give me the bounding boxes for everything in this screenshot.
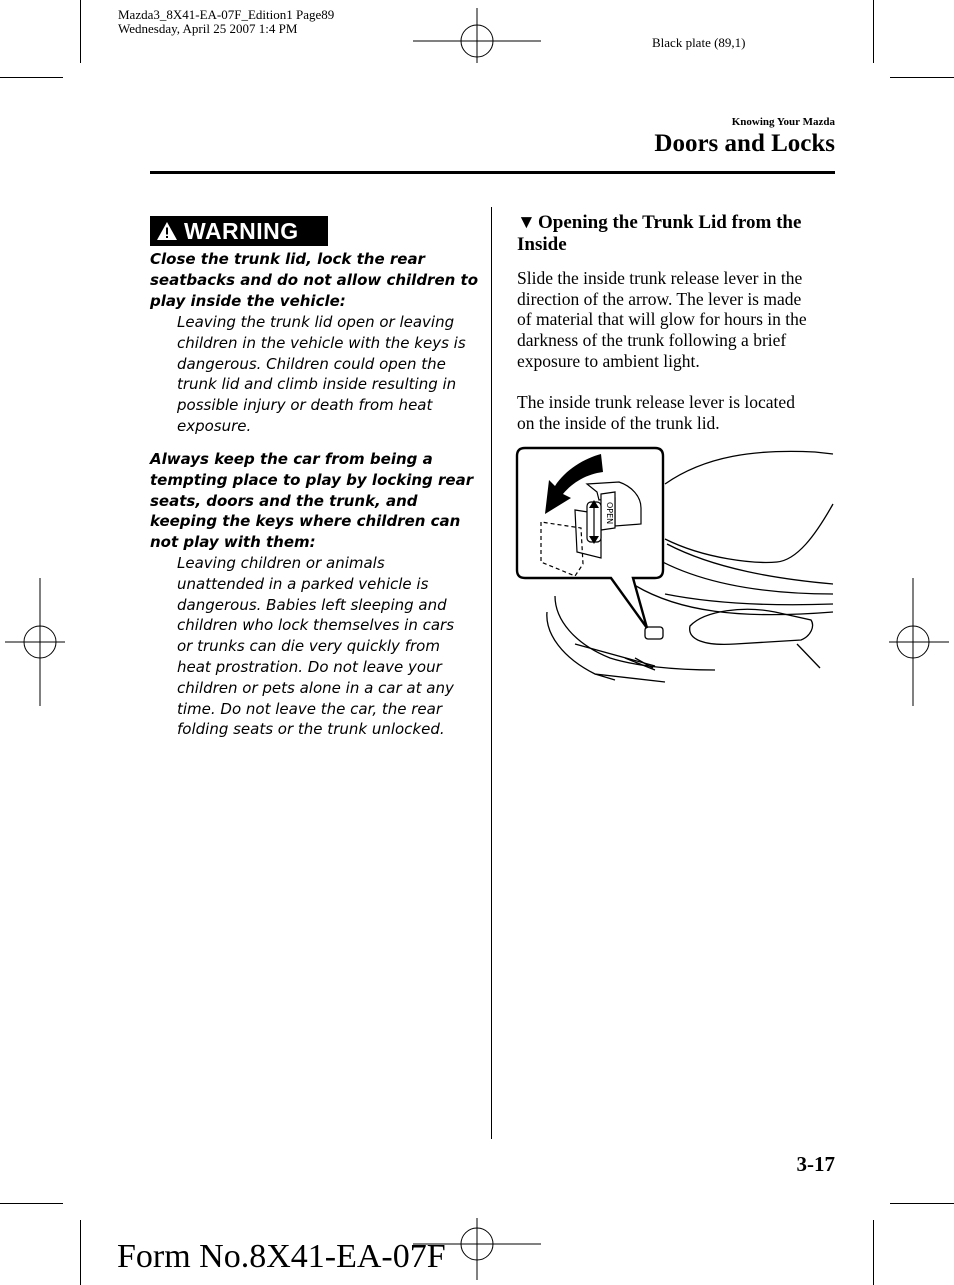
text-line: not play with them: xyxy=(150,533,316,552)
text-line: dangerous. Babies left sleeping and xyxy=(177,595,447,614)
warning-item-2-body xyxy=(177,553,487,740)
text-line: exposure to ambient light. xyxy=(517,350,700,371)
text-line: seatbacks and do not allow children to xyxy=(150,270,479,289)
text-line: darkness of the trunk following a brief xyxy=(517,330,787,351)
plate-label: Black plate (89,1) xyxy=(652,35,746,50)
text-line: Leaving children or animals xyxy=(177,554,385,572)
text-line: children in the vehicle with the keys is xyxy=(177,333,466,352)
text-line: direction of the arrow. The lever is made xyxy=(517,288,802,309)
form-number: Form No.8X41-EA-07F xyxy=(117,1238,446,1275)
text-line: dangerous. Children could open the xyxy=(177,354,446,373)
text-line: The inside trunk release lever is located xyxy=(517,392,795,412)
triangle-marker-icon: ▼ xyxy=(517,212,536,233)
text-line: Slide the inside trunk release lever in the xyxy=(517,268,803,288)
text-line: of material that will glow for hours in the xyxy=(517,309,807,330)
paragraph-lever-location xyxy=(517,392,835,433)
exclamation-triangle-icon xyxy=(150,216,184,246)
text-line: folding seats or the trunk unlocked. xyxy=(177,720,445,739)
lever-open-label: OPEN xyxy=(605,502,614,525)
text-line: Always keep the car from being a xyxy=(150,450,433,468)
warning-item-1-heading xyxy=(150,249,480,311)
paragraph-release-lever xyxy=(517,268,835,372)
page-number: 3-17 xyxy=(796,1152,835,1176)
text-line: Close the trunk lid, lock the rear xyxy=(150,250,425,268)
text-line: seats, doors and the trunk, and xyxy=(150,491,418,510)
section-subtitle: Knowing Your Mazda xyxy=(731,116,835,128)
print-file-line: Mazda3_8X41-EA-07F_Edition1 Page89 xyxy=(118,7,335,22)
text-line: tempting place to play by locking rear xyxy=(150,470,474,489)
text-line: keeping the keys where children can xyxy=(150,512,461,531)
warning-item-1-body xyxy=(177,312,487,437)
subsection-heading xyxy=(517,212,837,256)
page-title: Doors and Locks xyxy=(654,130,835,157)
subsection-title: Opening the Trunk Lid from the Inside xyxy=(517,212,802,255)
header-rule xyxy=(150,171,835,174)
trunk-lever-illustration xyxy=(515,444,837,688)
warning-item-2-heading xyxy=(150,449,480,553)
text-line: heat prostration. Do not leave your xyxy=(177,657,442,676)
warning-badge xyxy=(150,216,328,246)
text-line: play inside the vehicle: xyxy=(150,291,346,310)
text-line: on the inside of the trunk lid. xyxy=(517,412,720,433)
text-line: time. Do not leave the car, the rear xyxy=(177,699,443,718)
text-line: unattended in a parked vehicle is xyxy=(177,574,429,593)
text-line: Leaving the trunk lid open or leaving xyxy=(177,313,455,331)
text-line: exposure. xyxy=(177,416,252,435)
column-divider xyxy=(491,207,492,1139)
warning-label: WARNING xyxy=(184,217,299,244)
text-line: possible injury or death from heat xyxy=(177,396,433,415)
text-line: trunk lid and climb inside resulting in xyxy=(177,375,457,394)
text-line: children who lock themselves in cars xyxy=(177,616,455,635)
text-line: children or pets alone in a car at any xyxy=(177,678,454,697)
print-date-line: Wednesday, April 25 2007 1:4 PM xyxy=(118,21,298,36)
text-line: or trunks can die very quickly from xyxy=(177,637,440,656)
